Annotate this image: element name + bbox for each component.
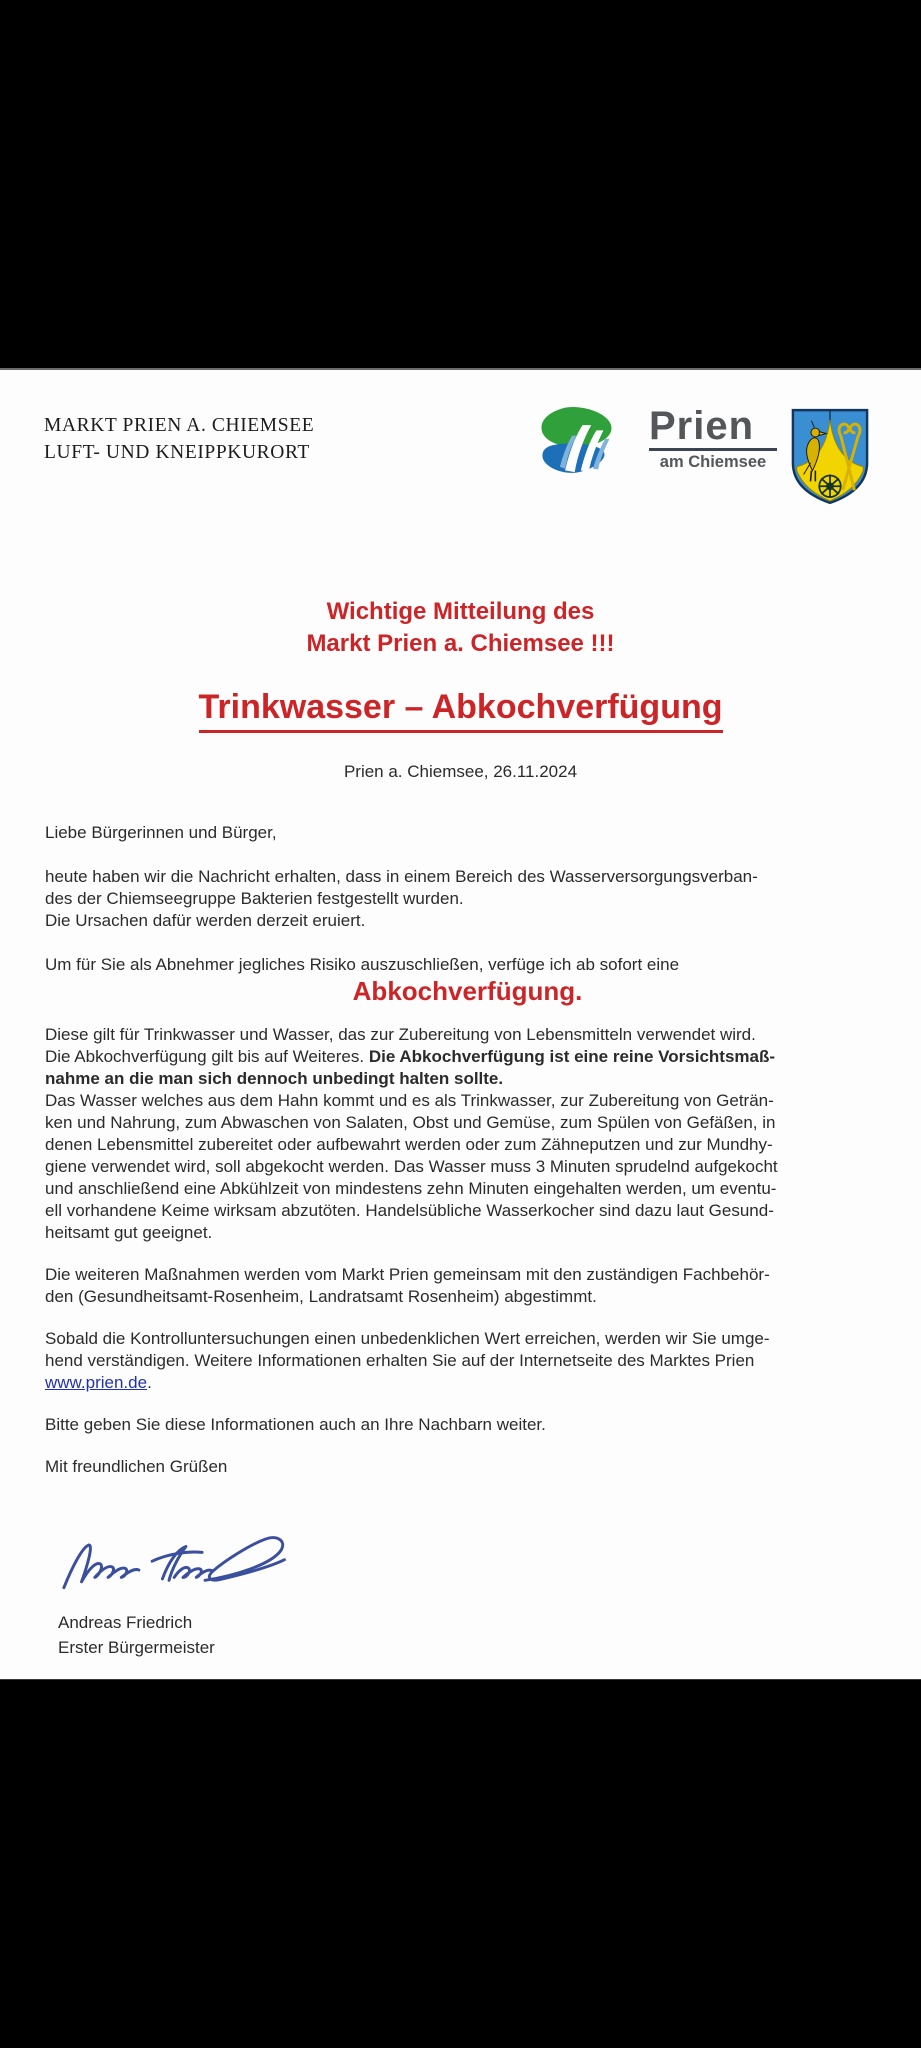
text-line: Das Wasser welches aus dem Hahn kommt und es als Trinkwasser, zur Zubereitung von Geträn- (45, 1091, 774, 1110)
text-line: Die Abkochverfügung gilt bis auf Weiteres. (45, 1047, 369, 1066)
signature-image (58, 1520, 308, 1598)
text-line: . (147, 1373, 152, 1392)
signer-name: Andreas Friedrich (58, 1613, 193, 1632)
text-line: denen Lebensmittel zubereitet oder aufbewahrt werden oder zum Zähneputzen und zur Mundhy- (45, 1135, 773, 1154)
paragraph-neighbors: Bitte geben Sie diese Informationen auch an Ihre Nachbarn weiter. (45, 1415, 546, 1434)
paragraph-instructions (45, 1024, 890, 1244)
prien-logo-text (649, 406, 777, 472)
signer-block (58, 1610, 215, 1660)
logo-name: Prien (649, 404, 755, 448)
text-line: des der Chiemseegruppe Bakterien festgestellt wurden. (45, 889, 464, 908)
paragraph-authorities (45, 1264, 890, 1308)
text-line: ken und Nahrung, zum Abwaschen von Salaten, Obst und Gemüse, zum Spülen von Gefäßen, in (45, 1113, 776, 1132)
text-line: den (Gesundheitsamt-Rosenheim, Landratsamt Rosenheim) abgestimmt. (45, 1287, 597, 1306)
bold-precaution-text: nahme an die man sich dennoch unbedingt halten sollte. (45, 1069, 504, 1088)
logo-subtitle: am Chiemsee (659, 453, 767, 471)
notice-line1: Wichtige Mitteilung des (326, 598, 595, 625)
abkochverfuegung-heading: Abkochverfügung. (352, 976, 583, 1006)
text-line: Die weiteren Maßnahmen werden vom Markt Prien gemeinsam mit den zuständigen Fachbehör- (45, 1265, 770, 1284)
prien-logo (533, 406, 871, 506)
text-line: Die Ursachen dafür werden derzeit eruiert. (45, 911, 366, 930)
paragraph-news (45, 866, 890, 932)
text-line: heitsamt gut geeignet. (45, 1223, 213, 1242)
text-line: ell vorhandene Keime wirksam abzutöten. Handelsübliche Wasserkocher sind dazu laut Gesund- (45, 1201, 774, 1220)
text-line: giene verwendet wird, soll abgekocht werden. Das Wasser muss 3 Minuten sprudelnd aufgekocht (45, 1157, 778, 1176)
paragraph-risk: Um für Sie als Abnehmer jegliches Risiko auszuschließen, verfüge ich ab sofort eine (45, 955, 680, 974)
text-line: und anschließend eine Abkühlzeit von mindestens zehn Minuten eingehalten werden, um eventu- (45, 1179, 777, 1198)
text-line: Diese gilt für Trinkwasser und Wasser, das zur Zubereitung von Lebensmitteln verwendet wird. (45, 1025, 756, 1044)
text-line: heute haben wir die Nachricht erhalten, dass in einem Bereich des Wasserversorgungsverban- (45, 867, 758, 886)
document-title-text: Trinkwasser – Abkochverfügung (199, 688, 723, 733)
letter-body (45, 822, 890, 1478)
prien-website-link[interactable]: www.prien.de (45, 1373, 148, 1392)
text-line: Sobald die Kontrolluntersuchungen einen unbedenklichen Wert erreichen, werden wir Sie umge- (45, 1329, 770, 1348)
paragraph-updates (45, 1328, 890, 1394)
shield-fan-ornament (819, 475, 840, 498)
letterhead-line2: LUFT- UND KNEIPPKURORT (44, 442, 310, 463)
dateline: Prien a. Chiemsee, 26.11.2024 (343, 762, 578, 781)
letter-page (0, 370, 921, 1679)
prien-coat-of-arms-icon (789, 406, 871, 506)
bold-precaution-text: Die Abkochverfügung ist eine reine Vorsichtsmaß- (368, 1047, 776, 1066)
closing: Mit freundlichen Grüßen (45, 1457, 228, 1476)
signer-title: Erster Bürgermeister (58, 1638, 215, 1657)
letterhead (44, 412, 314, 466)
text-line: hend verständigen. Weitere Informationen erhalten Sie auf der Internetseite des Marktes Prien (45, 1351, 755, 1370)
salutation: Liebe Bürgerinnen und Bürger, (45, 823, 277, 842)
logo-divider (649, 448, 777, 451)
document-title (0, 688, 921, 733)
notice-line2: Markt Prien a. Chiemsee !!! (306, 630, 615, 657)
important-notice-heading (0, 596, 921, 660)
top-letterbox-bar (0, 0, 921, 370)
bottom-letterbox-bar (0, 1679, 921, 2048)
chiemsee-lake-wave-icon (533, 406, 639, 486)
letterhead-line1: MARKT PRIEN A. CHIEMSEE (44, 415, 315, 436)
